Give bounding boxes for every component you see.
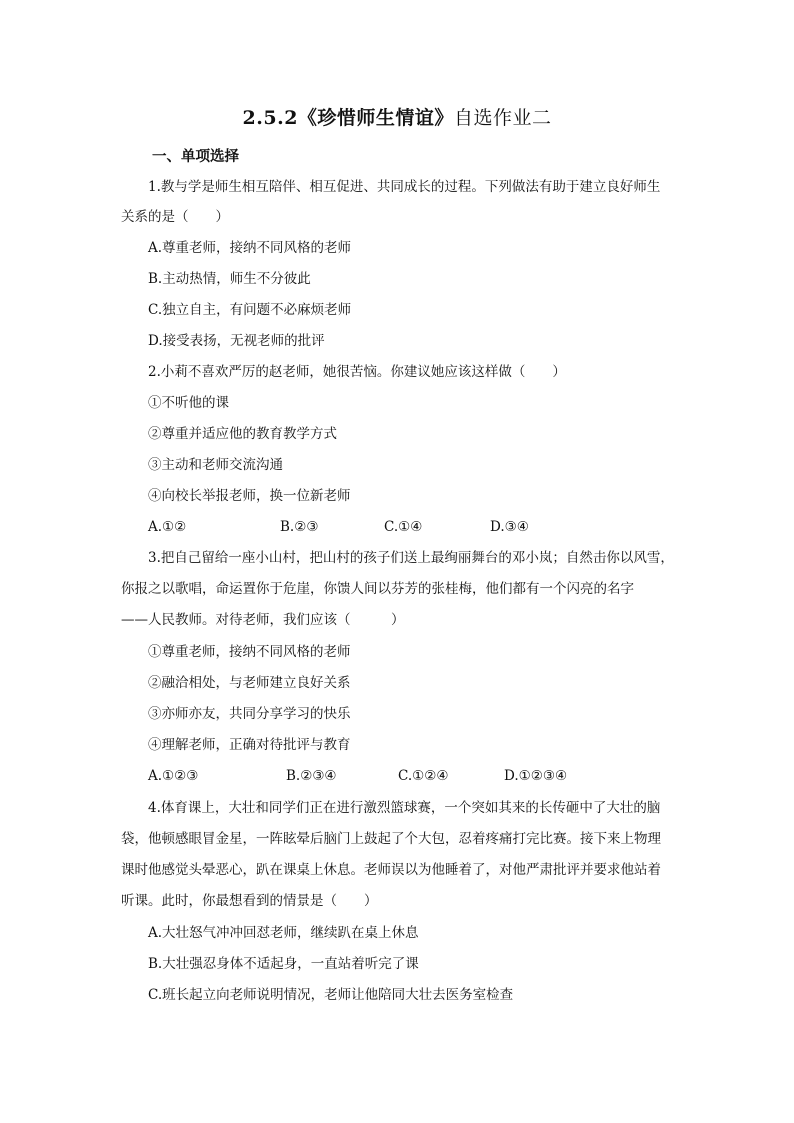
title-main: 2.5.2《珍惜师生情谊》 [242, 107, 454, 129]
q1-option-d: D.接受表扬，无视老师的批评 [148, 333, 325, 349]
q3-choice-b: B.②③④ [286, 768, 337, 784]
q2-choice-c: C.①④ [384, 519, 423, 535]
title-suffix: 自选作业二 [453, 107, 552, 129]
q1-option-a: A.尊重老师，接纳不同风格的老师 [148, 240, 352, 256]
q4-stem-line2: 袋，他顿感眼冒金星，一阵眩晕后脑门上鼓起了个大包，忍着疼痛打完比赛。接下来上物理 [121, 831, 661, 847]
q2-choice-b: B.②③ [280, 519, 319, 535]
q2-stem: 2.小莉不喜欢严厉的赵老师，她很苦恼。你建议她应该这样做（ ） [148, 364, 566, 380]
q3-item-3: ③亦师亦友，共同分享学习的快乐 [148, 706, 351, 722]
q1-option-c: C.独立自主，有问题不必麻烦老师 [148, 302, 352, 318]
q2-choice-a: A.①② [148, 519, 187, 535]
q3-stem-line3: ——人民教师。对待老师，我们应该（ ） [121, 612, 405, 628]
q3-choice-a: A.①②③ [148, 768, 199, 784]
q4-option-a: A.大壮怒气冲冲回怼老师，继续趴在桌上休息 [148, 925, 419, 941]
q3-item-4: ④理解老师，正确对待批评与教育 [148, 737, 351, 753]
q3-item-2: ②融洽相处，与老师建立良好关系 [148, 675, 351, 691]
q2-item-4: ④向校长举报老师，换一位新老师 [148, 488, 351, 504]
q2-item-2: ②尊重并适应他的教育教学方式 [148, 426, 337, 442]
q1-option-b: B.主动热情，师生不分彼此 [148, 271, 311, 287]
q2-item-3: ③主动和老师交流沟通 [148, 457, 283, 473]
q2-item-1: ①不听他的课 [148, 395, 229, 411]
q3-choice-d: D.①②③④ [504, 768, 568, 784]
q1-stem-line2: 关系的是（ ） [121, 209, 229, 225]
section-heading: 一、单项选择 [152, 148, 239, 165]
q4-option-b: B.大壮强忍身体不适起身，一直站着听完了课 [148, 956, 419, 972]
q4-option-c: C.班长起立向老师说明情况，老师让他陪同大壮去医务室检查 [148, 987, 514, 1003]
q1-stem-line1: 1.教与学是师生相互陪伴、相互促进、共同成长的过程。下列做法有助于建立良好师生 [148, 179, 661, 195]
q3-item-1: ①尊重老师，接纳不同风格的老师 [148, 644, 351, 660]
q3-stem-line2: 你报之以歌唱，命运置你于危崖，你馈人间以芬芳的张桂梅，他们都有一个闪亮的名字 [121, 581, 634, 597]
q2-choice-d: D.③④ [490, 519, 529, 535]
q3-stem-line1: 3.把自己留给一座小山村，把山村的孩子们送上最绚丽舞台的邓小岚；自然击你以风雪， [148, 550, 674, 566]
q4-stem-line3: 课时他感觉头晕恶心，趴在课桌上休息。老师误以为他睡着了，对他严肃批评并要求他站着 [121, 862, 661, 878]
q3-choice-c: C.①②④ [398, 768, 449, 784]
page-title [0, 103, 794, 130]
q4-stem-line1: 4.体育课上，大壮和同学们正在进行激烈篮球赛，一个突如其来的长传砸中了大壮的脑 [148, 800, 661, 816]
q4-stem-line4: 听课。此时，你最想看到的情景是（ ） [121, 893, 378, 909]
